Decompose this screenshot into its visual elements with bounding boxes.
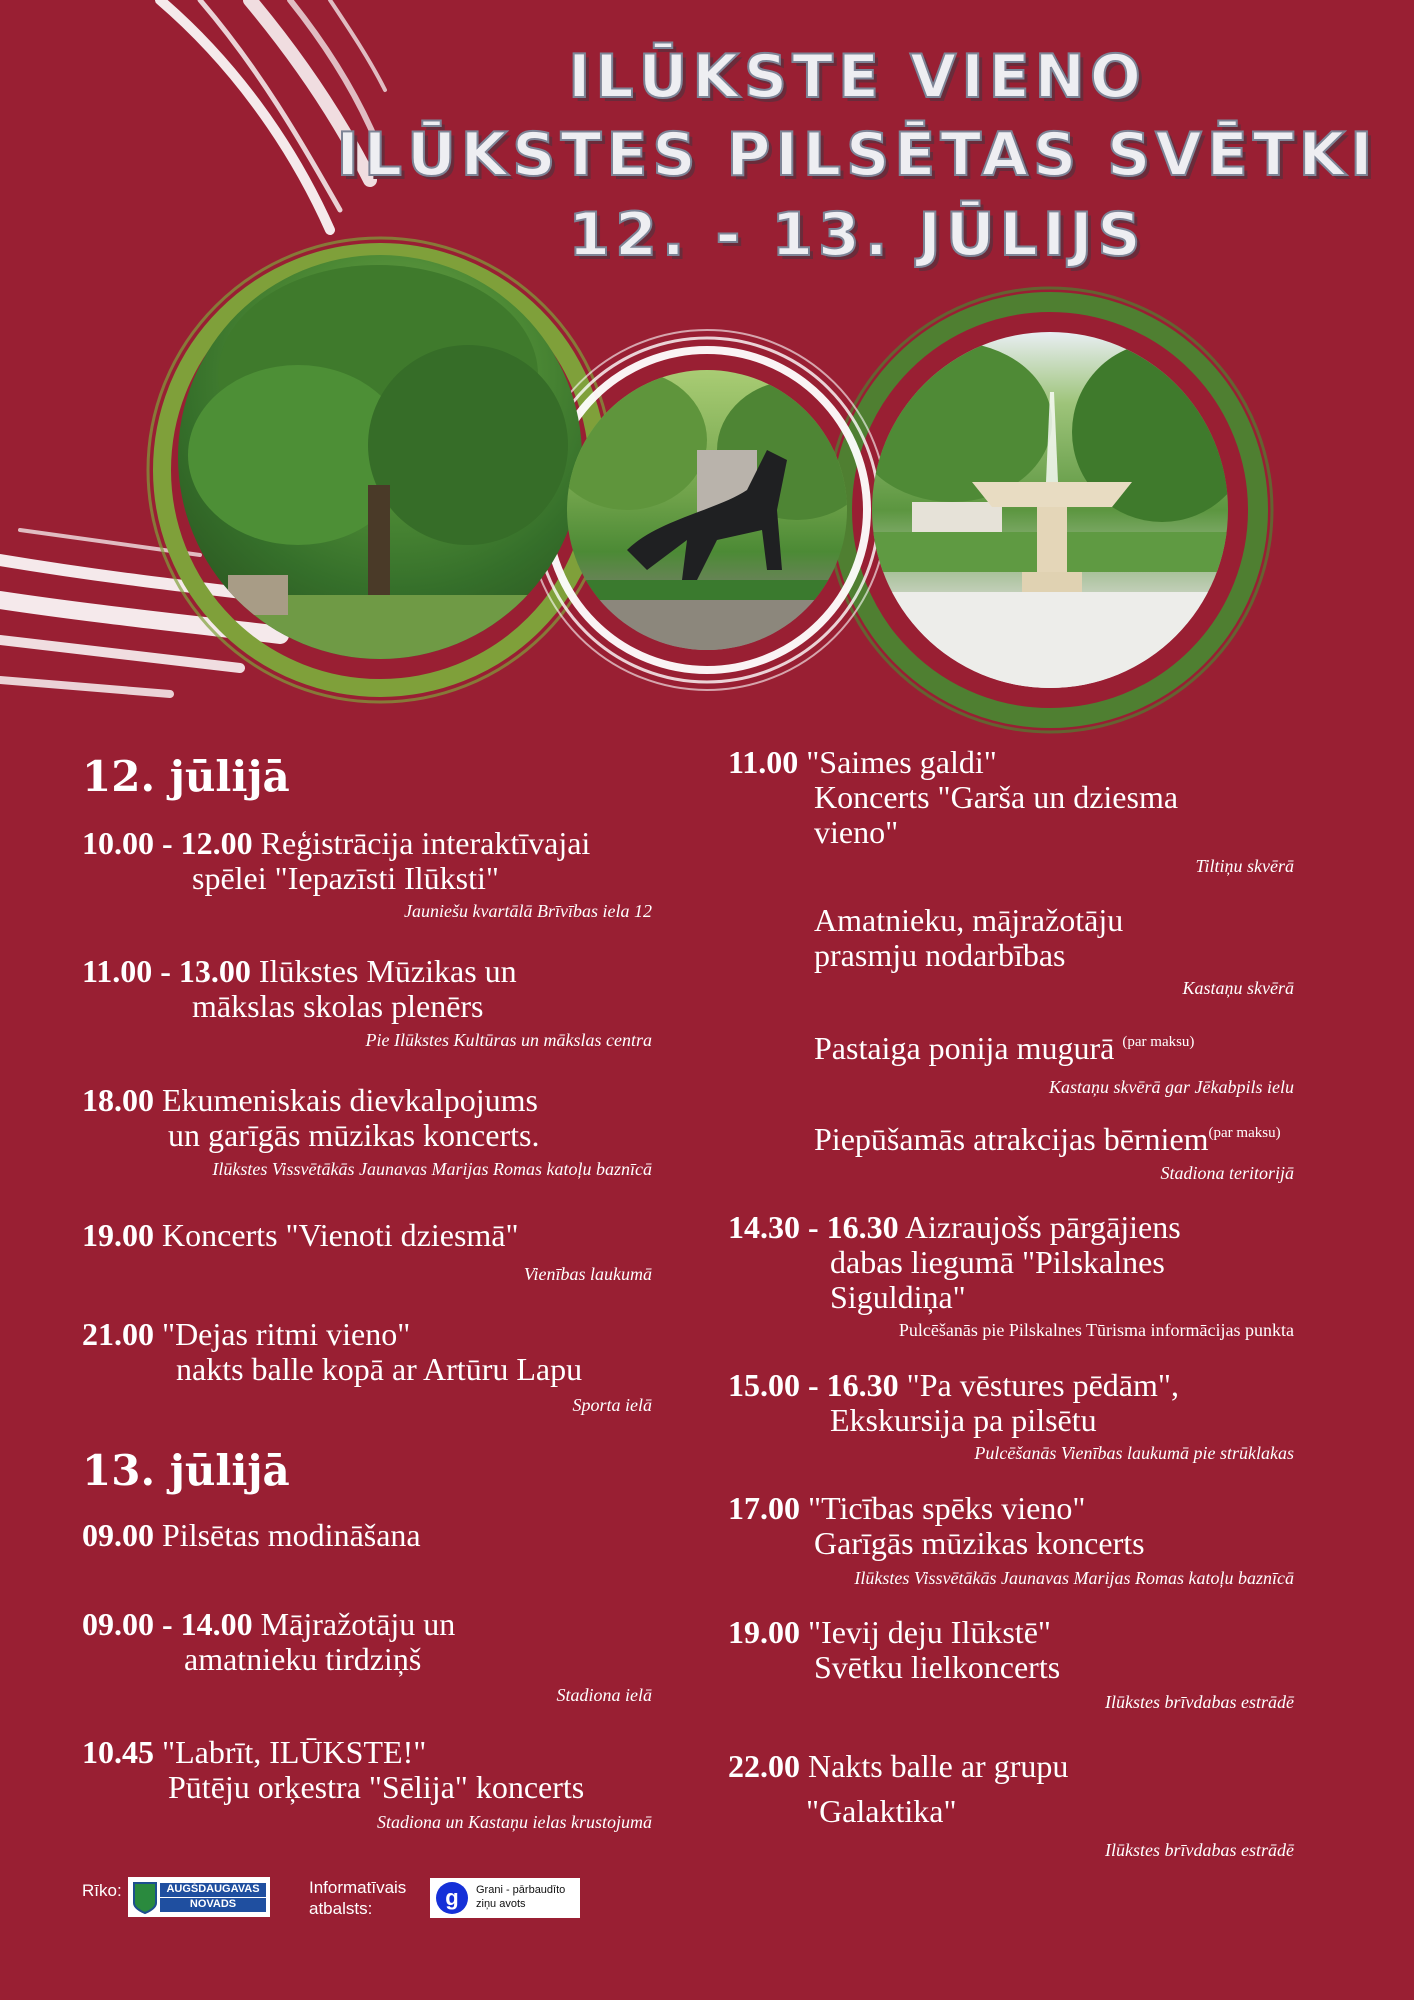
event-time: 11.00: [728, 744, 799, 780]
event-text: Mājražotāju un: [252, 1606, 456, 1642]
event-text: dabas liegumā "Pilskalnes: [830, 1244, 1165, 1280]
header-line-2: ILŪKSTES PILSĒTAS SVĒTKI: [336, 120, 1378, 190]
support-label: Informatīvais atbalsts:: [309, 1878, 407, 1918]
event-text: Koncerts "Vienoti dziesmā": [154, 1217, 519, 1253]
fountain-photo: [872, 332, 1228, 688]
event-history-tour: [728, 1368, 1179, 1438]
horse-sculpture-photo: [567, 370, 847, 650]
event-text: mākslas skolas plenērs: [192, 988, 484, 1024]
event-time: 09.00 - 14.00: [82, 1606, 253, 1642]
event-market: [82, 1607, 455, 1677]
event-location: Vienības laukumā: [523, 1264, 652, 1284]
event-time: 22.00: [728, 1748, 800, 1784]
event-inflatables: [814, 1122, 1281, 1157]
event-text: "Labrīt, ILŪKSTE!": [154, 1734, 427, 1770]
event-location: Kastaņu skvērā: [1182, 978, 1294, 998]
event-night-ball: [728, 1744, 1068, 1834]
event-text: Piepūšamās atrakcijas bērniem: [814, 1121, 1209, 1157]
price-note: (par maksu): [1122, 1034, 1195, 1050]
event-text: "Saimes galdi": [798, 744, 997, 780]
event-location: Ilūkstes Vissvētākās Jaunavas Marijas Romas katoļu baznīcā: [212, 1159, 652, 1179]
organizer-label: Rīko:: [82, 1881, 122, 1900]
event-time: 19.00: [82, 1217, 154, 1253]
header-line-3: 12. - 13. JŪLIJS: [568, 200, 1146, 270]
event-text: Ekskursija pa pilsētu: [830, 1402, 1097, 1438]
event-text: Svētku lielkoncerts: [814, 1649, 1061, 1685]
header-line-1: ILŪKSTE VIENO: [568, 42, 1146, 112]
augsdaugavas-novads-logo: [128, 1877, 270, 1917]
event-location: Ilūkstes brīvdabas estrādē: [1105, 1692, 1294, 1712]
event-location: Stadiona teritorijā: [1160, 1163, 1294, 1183]
event-text: Amatnieku, mājražotāju: [814, 902, 1124, 938]
event-dance: [82, 1317, 582, 1387]
event-text: Reģistrācija interaktīvajai: [252, 825, 591, 861]
event-time: 14.30 - 16.30: [728, 1209, 899, 1245]
event-location: Ilūkstes brīvdabas estrādē: [1105, 1840, 1294, 1860]
event-ecumenical: [82, 1083, 539, 1153]
event-location: Kastaņu skvērā gar Jēkabpils ielu: [1049, 1077, 1294, 1097]
event-time: 09.00: [82, 1517, 154, 1553]
event-pony: [814, 1031, 1194, 1066]
event-labrit: [82, 1735, 584, 1805]
event-location: Sporta ielā: [572, 1395, 652, 1415]
event-text: "Dejas ritmi vieno": [154, 1316, 411, 1352]
event-time: 10.00 - 12.00: [82, 825, 253, 861]
event-location: Ilūkstes Vissvētākās Jaunavas Marijas Romas katoļu baznīcā: [854, 1568, 1294, 1588]
price-note: (par maksu): [1208, 1125, 1281, 1141]
event-time: 15.00 - 16.30: [728, 1367, 899, 1403]
event-location: Stadiona un Kastaņu ielas krustojumā: [376, 1812, 652, 1832]
event-time: 11.00 - 13.00: [82, 953, 251, 989]
event-location: Pulcēšanās Vienības laukumā pie strūklakas: [974, 1443, 1294, 1463]
event-text: Koncerts "Garša un dziesma: [814, 779, 1179, 815]
event-text: Aizraujošs pārgājiens: [898, 1209, 1181, 1245]
park-trees-photo: [178, 255, 582, 659]
event-time: 10.45: [82, 1734, 154, 1770]
event-time: 21.00: [82, 1316, 154, 1352]
logo-text: AUGŠDAUGAVAS NOVADS: [166, 1883, 260, 1910]
event-saimes-galdi: [728, 745, 1178, 850]
event-concert-vienoti: [82, 1218, 519, 1253]
event-faith-concert: [728, 1491, 1145, 1561]
event-crafts: [814, 903, 1123, 973]
event-registration: [82, 826, 590, 896]
grani-logo: [430, 1878, 580, 1918]
event-time: 18.00: [82, 1082, 154, 1118]
event-text: "Ticības spēks vieno": [800, 1490, 1086, 1526]
event-text: "Ievij deju Ilūkstē": [800, 1614, 1051, 1650]
event-location: Stadiona ielā: [556, 1685, 652, 1705]
event-text: Siguldiņa": [830, 1279, 966, 1315]
event-text: amatnieku tirdziņš: [184, 1641, 422, 1677]
grani-g-icon: [432, 1878, 472, 1918]
event-time: 19.00: [728, 1614, 800, 1650]
event-text: vieno": [814, 814, 899, 850]
event-text: prasmju nodarbības: [814, 937, 1066, 973]
event-location: Pie Ilūkstes Kultūras un mākslas centra: [365, 1030, 652, 1050]
event-location: Tiltiņu skvērā: [1195, 856, 1294, 876]
event-plener: [82, 954, 517, 1024]
event-grand-concert: [728, 1615, 1060, 1685]
event-text: "Pa vēstures pēdām",: [898, 1367, 1179, 1403]
event-text: Ekumeniskais dievkalpojums: [154, 1082, 538, 1118]
event-wake-up: [82, 1518, 421, 1553]
event-text: "Galaktika": [806, 1793, 957, 1829]
logo-text: Grani - pārbaudīto ziņu avots: [476, 1884, 566, 1910]
event-text: Garīgās mūzikas koncerts: [814, 1525, 1145, 1561]
event-text: nakts balle kopā ar Artūru Lapu: [176, 1351, 583, 1387]
event-location: Jauniešu kvartālā Brīvības iela 12: [404, 901, 652, 921]
event-text: Pilsētas modināšana: [154, 1517, 421, 1553]
event-text: Nakts balle ar grupu: [800, 1748, 1069, 1784]
event-text: spēlei "Iepazīsti Ilūksti": [192, 860, 499, 896]
event-text: un garīgās mūzikas koncerts.: [168, 1117, 540, 1153]
event-text: Pastaiga ponija mugurā: [814, 1030, 1123, 1066]
svg-text:g: g: [445, 1885, 459, 1910]
day2-title: 13. jūlijā: [82, 1446, 290, 1495]
day1-title: 12. jūlijā: [82, 752, 290, 801]
event-hike: [728, 1210, 1181, 1315]
event-time: 17.00: [728, 1490, 800, 1526]
event-location: Pulcēšanās pie Pilskalnes Tūrisma informācijas punkta: [898, 1320, 1294, 1340]
event-text: Ilūkstes Mūzikas un: [250, 953, 517, 989]
event-text: Pūtēju orķestra "Sēlija" koncerts: [168, 1769, 585, 1805]
